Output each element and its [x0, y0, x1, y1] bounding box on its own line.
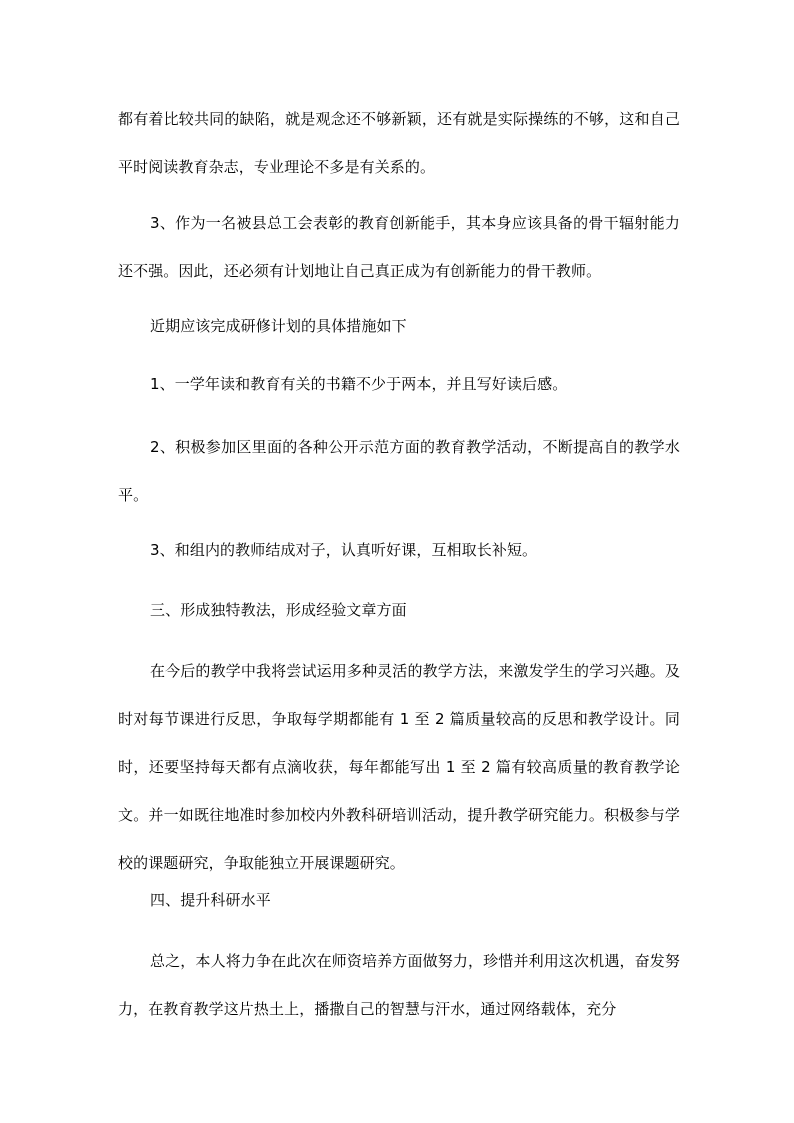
paragraph-continuation: 都有着比较共同的缺陷，就是观念还不够新颖，还有就是实际操练的不够，这和自己平时阅读教育杂志，专业理论不多是有关系的。	[118, 110, 680, 176]
paragraph-measure-2: 2、积极参加区里面的各种公开示范方面的教育教学活动，不断提高自的教学水平。	[118, 438, 680, 504]
paragraph-conclusion: 总之，本人将力争在此次在师资培养方面做努力，珍惜并利用这次机遇，奋发努力，在教育教学这片热土上，播撒自己的智慧与汗水，通过网络载体，充分	[118, 952, 680, 1018]
section-heading-4: 四、提升科研水平	[150, 891, 271, 909]
paragraph-teaching-methods: 在今后的教学中我将尝试运用多种灵活的教学方法，来激发学生的学习兴趣。及时对每节课进行反思，争取每学期都能有 1 至 2 篇质量较高的反思和教学设计。同时，还要坚持每天都有点滴收获，每年都能写出 1 至 2 篇有较高质量的教育教学论文。并一如既往地准时参加校内外教科研培训活动，提升教学研究能力。积极参与学校的课题研究，争取能独立开展课题研究。	[118, 662, 680, 872]
paragraph-measures-heading: 近期应该完成研修计划的具体措施如下	[150, 317, 407, 335]
section-heading-3: 三、形成独特教法，形成经验文章方面	[150, 601, 407, 619]
paragraph-measure-1: 1、一学年读和教育有关的书籍不少于两本，并且写好读后感。	[150, 375, 568, 393]
paragraph-point-3: 3、作为一名被县总工会表彰的教育创新能手，其本身应该具备的骨干辐射能力还不强。因此，还必须有计划地让自己真正成为有创新能力的骨干教师。	[118, 214, 680, 280]
paragraph-measure-3: 3、和组内的教师结成对子，认真听好课，互相取长补短。	[150, 541, 538, 559]
